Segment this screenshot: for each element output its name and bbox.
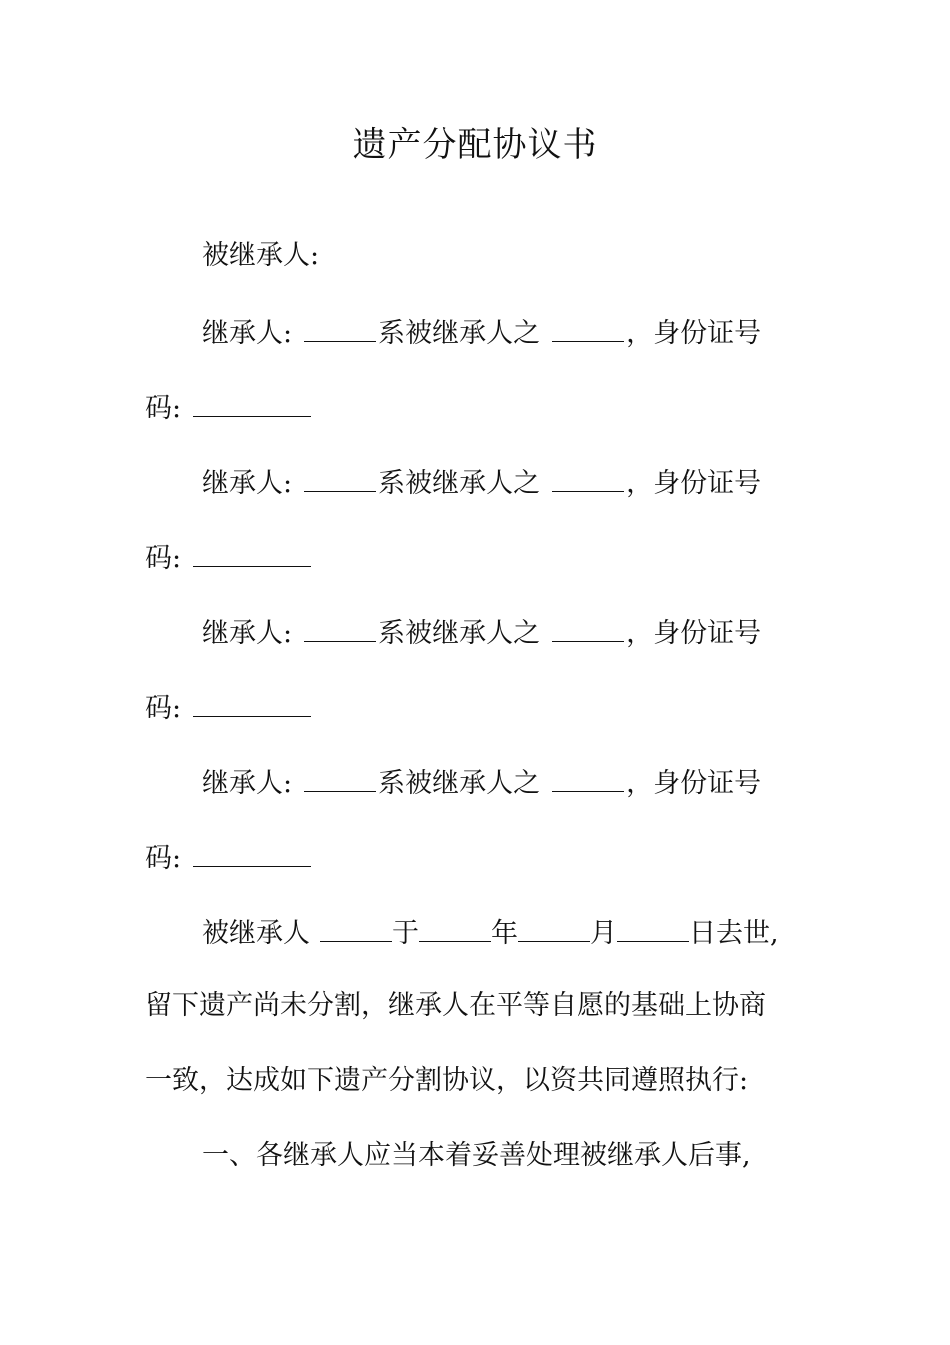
heir-id-blank[interactable] xyxy=(193,686,311,717)
heir-id-line xyxy=(145,836,311,879)
heir-id-blank[interactable] xyxy=(193,536,311,567)
body-line: 留下遗产尚未分割，继承人在平等自愿的基础上协商 xyxy=(145,990,766,1021)
heir-id-label: ，身份证号 xyxy=(626,768,762,799)
heir-id-line xyxy=(145,686,311,729)
decedent-label: 被继承人: xyxy=(202,240,320,271)
heir-line xyxy=(202,311,761,354)
death-date-line xyxy=(202,911,779,954)
death-day-suffix: 日去世, xyxy=(689,918,779,949)
document-title: 遗产分配协议书 xyxy=(352,125,598,165)
death-year: 年 xyxy=(491,918,518,949)
month-blank[interactable] xyxy=(518,911,590,942)
heir-label: 继承人: xyxy=(202,318,293,349)
heir-line xyxy=(202,761,761,804)
heir-relation-text: 系被继承人之 xyxy=(378,468,541,499)
year-blank[interactable] xyxy=(419,911,491,942)
heir-id-blank[interactable] xyxy=(193,386,311,417)
heir-relation-blank[interactable] xyxy=(552,611,624,642)
heir-relation-text: 系被继承人之 xyxy=(378,768,541,799)
death-month: 月 xyxy=(590,918,617,949)
decedent-line xyxy=(202,236,319,276)
heir-name-blank[interactable] xyxy=(304,311,376,342)
day-blank[interactable] xyxy=(617,911,689,942)
heir-id-line xyxy=(145,536,311,579)
heir-id-prefix: 码: xyxy=(145,543,182,574)
heir-name-blank[interactable] xyxy=(304,461,376,492)
heir-relation-text: 系被继承人之 xyxy=(378,618,541,649)
heir-relation-blank[interactable] xyxy=(552,461,624,492)
death-yu: 于 xyxy=(392,918,419,949)
heir-label: 继承人: xyxy=(202,618,293,649)
heir-label: 继承人: xyxy=(202,468,293,499)
heir-name-blank[interactable] xyxy=(304,761,376,792)
death-prefix: 被继承人 xyxy=(202,918,310,949)
clause-1: 一、各继承人应当本着妥善处理被继承人后事, xyxy=(202,1140,751,1171)
heir-relation-blank[interactable] xyxy=(552,311,624,342)
heir-id-label: ，身份证号 xyxy=(626,468,762,499)
body-line: 一致，达成如下遗产分割协议，以资共同遵照执行: xyxy=(145,1065,749,1096)
heir-label: 继承人: xyxy=(202,768,293,799)
heir-id-prefix: 码: xyxy=(145,693,182,724)
decedent-name-blank[interactable] xyxy=(320,911,392,942)
heir-id-prefix: 码: xyxy=(145,843,182,874)
heir-line xyxy=(202,611,761,654)
heir-line xyxy=(202,461,761,504)
heir-id-label: ，身份证号 xyxy=(626,618,762,649)
heir-id-line xyxy=(145,386,311,429)
heir-name-blank[interactable] xyxy=(304,611,376,642)
heir-id-prefix: 码: xyxy=(145,393,182,424)
heir-relation-text: 系被继承人之 xyxy=(378,318,541,349)
heir-id-label: ，身份证号 xyxy=(626,318,762,349)
heir-id-blank[interactable] xyxy=(193,836,311,867)
heir-relation-blank[interactable] xyxy=(552,761,624,792)
